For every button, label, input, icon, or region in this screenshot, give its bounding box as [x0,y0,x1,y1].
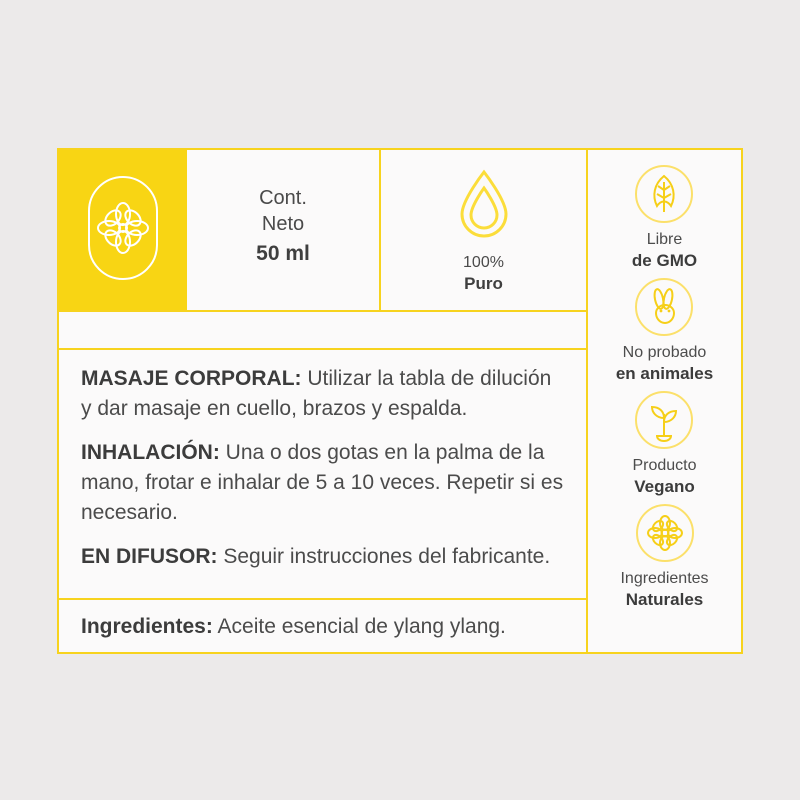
certification-badges [588,150,741,652]
label-top-row [59,150,586,312]
purity-line-2: Puro [464,274,503,293]
rabbit-icon [634,277,694,342]
usage-text: Seguir instrucciones del fabricante. [217,545,551,568]
badge-not-tested-on-animals [616,277,713,384]
usage-instructions [59,350,586,598]
usage-title: MASAJE CORPORAL: [81,367,302,390]
usage-text: Una o dos gotas en la palma de la mano, frotar e inhalar de 5 a 10 veces. Repetir si es necesario. [81,441,564,524]
label-main-column [59,150,588,652]
usage-title: INHALACIÓN: [81,441,220,464]
product-label [57,148,743,654]
ingredients-row [59,598,586,652]
badge-line-2: de GMO [631,251,698,270]
usage-item [81,438,564,528]
flower-icon [635,503,695,568]
purity-cell [381,150,586,310]
badge-line-1: Libre [646,231,683,248]
usage-text: Utilizar la tabla de dilución y dar masaje en cuello, brazos y espalda. [81,367,552,420]
brand-cell [59,150,187,310]
ingredients-title: Ingredientes: [81,615,213,638]
badge-line-1: Producto [632,457,697,474]
usage-item [81,364,564,424]
flower-ornament-icon [86,174,160,287]
badge-line-2: en animales [615,364,714,383]
purity-line-1: 100% [463,254,504,271]
usage-item [81,542,564,572]
ingredients-item [81,612,564,642]
ingredients-text: Aceite esencial de ylang ylang. [212,615,506,638]
label-divider-row [59,312,586,350]
net-content-value: 50 ml [256,242,310,265]
badge-line-2: Naturales [625,590,704,609]
droplet-icon [452,166,516,249]
leaf-icon [634,164,694,229]
badge-natural-ingredients [620,503,708,610]
badge-line-1: No probado [622,344,707,361]
net-content-cell [187,150,381,310]
badge-gmo-free [632,164,697,271]
sprout-icon [634,390,694,455]
net-content-label-2: Neto [261,213,305,235]
badge-line-1: Ingredientes [620,570,709,587]
usage-title: EN DIFUSOR: [81,545,218,568]
badge-line-2: Vegano [634,477,695,496]
net-content-label-1: Cont. [259,187,307,209]
badge-vegan [632,390,696,497]
